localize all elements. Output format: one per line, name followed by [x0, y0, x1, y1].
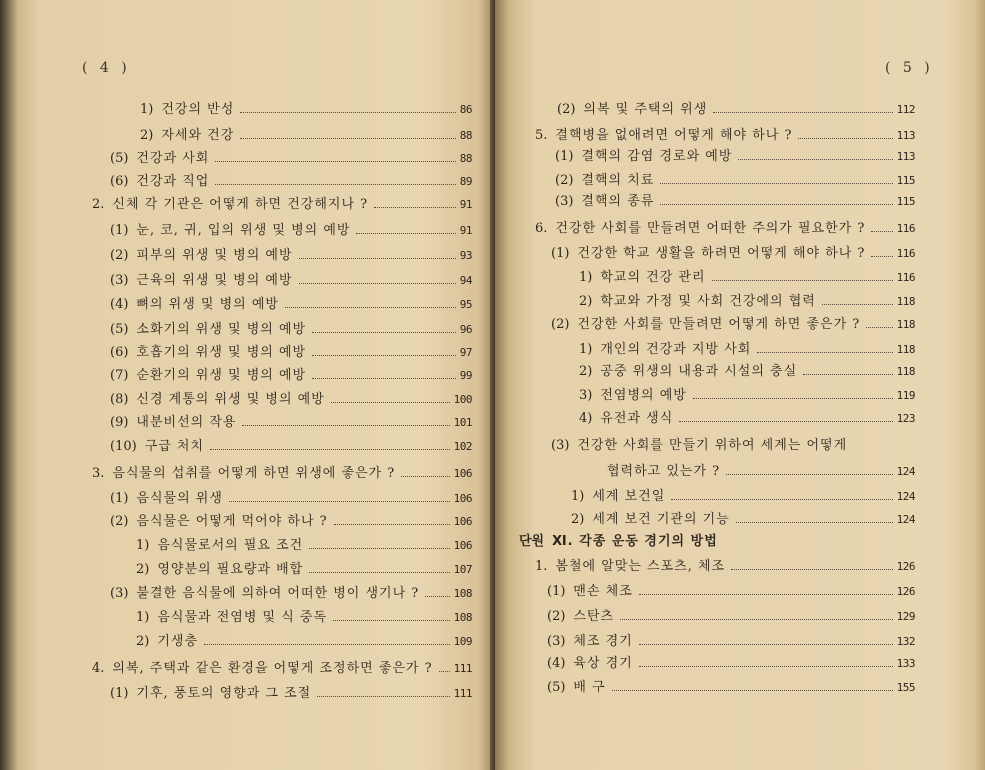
toc-entry-title: 육상 경기 [573, 656, 633, 671]
toc-entry-number: (10) [110, 439, 137, 454]
dot-leader [312, 332, 456, 333]
toc-entry-title: 의복, 주택과 같은 환경을 어떻게 조정하면 좋은가 ? [112, 661, 433, 676]
toc-entry-title: 건강한 학교 생활을 하려면 어떻게 해야 하나 ? [577, 246, 866, 261]
toc-entry-page: 88 [459, 129, 472, 142]
toc-entry-number: 4. [92, 661, 105, 676]
dot-leader [871, 256, 892, 257]
toc-entry-title: 결핵의 종류 [581, 194, 655, 209]
toc-entry-number: 1) [579, 342, 593, 357]
dot-leader [215, 161, 455, 162]
toc-entry-number: (2) [110, 514, 129, 529]
toc-entry-page: 109 [453, 635, 472, 648]
toc-entry-title: 내분비선의 작용 [136, 415, 237, 430]
dot-leader [757, 352, 892, 353]
toc-entry-number: (3) [547, 634, 566, 649]
dot-leader [374, 207, 456, 208]
toc-entry [555, 190, 915, 209]
dot-leader [312, 378, 456, 379]
toc-entry-page: 113 [896, 129, 915, 142]
toc-entry-number: (4) [547, 656, 566, 671]
toc-entry-title: 전염병의 예방 [600, 388, 687, 403]
toc-entry-page: 94 [459, 274, 472, 287]
toc-entry-page: 115 [896, 174, 915, 187]
toc-entry [551, 434, 915, 453]
toc-entry-title: 기생충 [157, 634, 199, 649]
toc-entry-page: 100 [453, 393, 472, 406]
toc-entry [579, 290, 915, 309]
toc-entry-page: 99 [459, 369, 472, 382]
toc-entry-title: 의복 및 주택의 위생 [583, 102, 708, 117]
toc-entry [136, 630, 472, 649]
toc-entry [555, 145, 915, 164]
toc-entry-page: 126 [896, 585, 915, 598]
toc-entry-title: 영양분의 필요량과 배합 [157, 562, 304, 577]
toc-entry-title: 개인의 건강과 지방 사회 [600, 342, 752, 357]
toc-entry-title: 건강과 사회 [136, 151, 210, 166]
toc-entry-title: 음식물의 위생 [136, 491, 223, 506]
dot-leader [240, 112, 455, 113]
dot-leader [331, 402, 450, 403]
toc-entry-page: 89 [459, 175, 472, 188]
left-page-number: ( 4 ) [82, 60, 131, 76]
toc-entry-title: 공중 위생의 내용과 시설의 충실 [600, 364, 798, 379]
toc-entry-title: 불결한 음식물에 의하여 어떠한 병이 생기나 ? [136, 586, 420, 601]
toc-entry [110, 341, 472, 360]
toc-entry-page: 124 [896, 490, 915, 503]
toc-entry-title: 결핵병을 없애려면 어떻게 해야 하나 ? [555, 128, 793, 143]
dot-leader [660, 183, 892, 184]
toc-entry-title: Ⅺ. 각종 운동 경기의 방법 [552, 534, 718, 549]
toc-entry-number: (1) [110, 223, 129, 238]
toc-entry-number: 5. [535, 128, 548, 143]
dot-leader [401, 476, 449, 477]
toc-entry-page: 108 [453, 587, 472, 600]
toc-entry-title: 호흡기의 위생 및 병의 예방 [136, 345, 307, 360]
toc-entry-number: (9) [110, 415, 129, 430]
toc-entry [571, 508, 915, 527]
dot-leader [639, 644, 893, 645]
dot-leader [803, 374, 892, 375]
toc-entry [140, 98, 472, 117]
toc-entry-number: 6. [535, 221, 548, 236]
toc-entry [519, 530, 915, 549]
toc-entry-number: 1) [136, 610, 150, 625]
toc-entry-number: (7) [110, 368, 129, 383]
toc-entry-page: 116 [896, 271, 915, 284]
toc-entry-page: 113 [896, 150, 915, 163]
toc-entry-title: 건강한 사회를 만들려면 어떠한 주의가 필요한가 ? [555, 221, 866, 236]
toc-entry-title: 기후, 풍토의 영향과 그 조절 [136, 686, 312, 701]
toc-entry [136, 558, 472, 577]
toc-entry-page: 124 [896, 513, 915, 526]
toc-entry-page: 132 [896, 635, 915, 648]
dot-leader [726, 474, 892, 475]
toc-entry-title: 체조 경기 [573, 634, 633, 649]
dot-leader [285, 307, 456, 308]
toc-entry [555, 169, 915, 188]
toc-entry-page: 118 [896, 295, 915, 308]
toc-entry-number: (2) [110, 248, 129, 263]
toc-entry-number: (1) [551, 246, 570, 261]
toc-entry-page: 88 [459, 152, 472, 165]
toc-entry-page: 106 [453, 539, 472, 552]
toc-entry-page: 116 [896, 222, 915, 235]
toc-entry-title: 순환기의 위생 및 병의 예방 [136, 368, 307, 383]
toc-entry-title: 건강한 사회를 만들려면 어떻게 하면 좋은가 ? [577, 317, 861, 332]
toc-entry [547, 676, 915, 695]
dot-leader [866, 327, 892, 328]
toc-entry-number: 1) [136, 538, 150, 553]
dot-leader [229, 501, 450, 502]
toc-entry-page: 91 [459, 224, 472, 237]
toc-entry-number: (4) [110, 297, 129, 312]
right-page-number: ( 5 ) [885, 60, 934, 76]
toc-entry-title: 소화기의 위생 및 병의 예방 [136, 322, 307, 337]
toc-entry [599, 460, 915, 479]
toc-entry-title: 유전과 생식 [600, 411, 674, 426]
toc-entry-title: 결핵의 감염 경로와 예방 [581, 149, 733, 164]
dot-leader [333, 620, 450, 621]
toc-entry-page: 116 [896, 247, 915, 260]
toc-entry-title: 세계 보건일 [592, 489, 666, 504]
toc-entry [547, 630, 915, 649]
dot-leader [731, 569, 893, 570]
toc-entry-number: (1) [110, 491, 129, 506]
dot-leader [309, 572, 449, 573]
toc-entry-number: 2) [579, 364, 593, 379]
dot-leader [822, 304, 893, 305]
toc-entry-number: 2) [579, 294, 593, 309]
toc-entry [579, 360, 915, 379]
toc-entry-page: 93 [459, 249, 472, 262]
toc-entry [535, 124, 915, 143]
dot-leader [299, 283, 456, 284]
toc-entry-number: 1) [140, 102, 154, 117]
toc-entry-page: 106 [453, 492, 472, 505]
toc-entry-title: 눈, 코, 귀, 입의 위생 및 병의 예방 [136, 223, 351, 238]
toc-entry [92, 462, 472, 481]
toc-entry-page: 111 [453, 662, 472, 675]
toc-entry-page: 91 [459, 198, 472, 211]
toc-entry-page: 155 [896, 681, 915, 694]
toc-entry-number: (1) [555, 149, 574, 164]
toc-entry [579, 266, 915, 285]
toc-entry-number: (5) [110, 322, 129, 337]
toc-entry [92, 193, 472, 212]
toc-entry [551, 313, 915, 332]
toc-entry [110, 170, 472, 189]
toc-entry-number: (1) [110, 686, 129, 701]
toc-entry [547, 605, 915, 624]
toc-entry-page: 118 [896, 343, 915, 356]
toc-entry-number: (2) [551, 317, 570, 332]
toc-entry [535, 555, 915, 574]
toc-entry-title: 봄철에 알맞는 스포츠, 체조 [555, 559, 726, 574]
toc-entry [110, 364, 472, 383]
toc-entry-page: 101 [453, 416, 472, 429]
toc-entry-title: 학교와 가정 및 사회 건강에의 협력 [600, 294, 816, 309]
toc-entry-page: 118 [896, 365, 915, 378]
toc-entry-title: 음식물의 섭취를 어떻게 하면 위생에 좋은가 ? [112, 466, 396, 481]
dot-leader [425, 596, 449, 597]
toc-entry [110, 219, 472, 238]
toc-entry-page: 119 [896, 389, 915, 402]
toc-entry-title: 협력하고 있는가 ? [607, 464, 721, 479]
toc-entry-title: 신체 각 기관은 어떻게 하면 건강해지나 ? [112, 197, 369, 212]
toc-entry-number: 2. [92, 197, 105, 212]
toc-entry-title: 피부의 위생 및 병의 예방 [136, 248, 293, 263]
toc-entry-number: (2) [557, 102, 576, 117]
toc-entry-page: 108 [453, 611, 472, 624]
dot-leader [639, 594, 893, 595]
toc-entry-page: 86 [459, 103, 472, 116]
dot-leader [620, 619, 893, 620]
toc-entry-number: (8) [110, 392, 129, 407]
dot-leader [317, 696, 449, 697]
toc-entry [110, 269, 472, 288]
right-page [495, 0, 985, 770]
toc-entry-title: 스탄츠 [573, 609, 615, 624]
toc-entry-number: (2) [547, 609, 566, 624]
dot-leader [671, 499, 892, 500]
toc-entry [579, 338, 915, 357]
toc-entry-page: 106 [453, 467, 472, 480]
dot-leader [738, 159, 892, 160]
toc-entry-number: 1) [571, 489, 585, 504]
toc-entry [110, 388, 472, 407]
dot-leader [299, 258, 456, 259]
toc-entry [547, 580, 915, 599]
toc-entry-title: 음식물과 전염병 및 식 중독 [157, 610, 328, 625]
dot-leader [713, 112, 892, 113]
toc-entry [110, 487, 472, 506]
toc-entry-page: 97 [459, 346, 472, 359]
toc-entry [110, 147, 472, 166]
toc-entry [140, 124, 472, 143]
toc-entry-title: 신경 계통의 위생 및 병의 예방 [136, 392, 325, 407]
toc-entry-number: (5) [547, 680, 566, 695]
toc-entry-number: (3) [555, 194, 574, 209]
toc-entry-number: 2) [140, 128, 154, 143]
dot-leader [612, 690, 893, 691]
toc-entry [551, 242, 915, 261]
toc-entry [110, 435, 472, 454]
toc-entry [571, 485, 915, 504]
toc-entry-page: 129 [896, 610, 915, 623]
toc-entry-number: 4) [579, 411, 593, 426]
dot-leader [439, 671, 450, 672]
toc-entry-page: 133 [896, 657, 915, 670]
dot-leader [210, 449, 450, 450]
dot-leader [871, 231, 892, 232]
toc-entry-title: 자세와 건강 [161, 128, 235, 143]
toc-entry-title: 학교의 건강 관리 [600, 270, 706, 285]
dot-leader [242, 425, 449, 426]
toc-entry-title: 뼈의 위생 및 병의 예방 [136, 297, 279, 312]
dot-leader [693, 398, 893, 399]
toc-entry-number: (2) [555, 173, 574, 188]
toc-entry-number: (5) [110, 151, 129, 166]
dot-leader [798, 138, 892, 139]
toc-entry-page: 107 [453, 563, 472, 576]
toc-entry [110, 682, 472, 701]
toc-entry-page: 124 [896, 465, 915, 478]
toc-entry-page: 112 [896, 103, 915, 116]
toc-entry-page: 102 [453, 440, 472, 453]
toc-entry-number: 1. [535, 559, 548, 574]
dot-leader [712, 280, 893, 281]
dot-leader [679, 421, 892, 422]
dot-leader [334, 524, 450, 525]
toc-entry-number: (6) [110, 345, 129, 360]
toc-entry-number: (3) [551, 438, 570, 453]
toc-entry-page: 106 [453, 515, 472, 528]
toc-entry-page: 115 [896, 195, 915, 208]
toc-entry-number: 3) [579, 388, 593, 403]
toc-entry-title: 음식물은 어떻게 먹어야 하나 ? [136, 514, 328, 529]
dot-leader [240, 138, 455, 139]
toc-entry [110, 318, 472, 337]
toc-entry-number: 1) [579, 270, 593, 285]
toc-entry-number: 2) [571, 512, 585, 527]
toc-entry [92, 657, 472, 676]
dot-leader [312, 355, 456, 356]
toc-entry [579, 407, 915, 426]
toc-entry-page: 96 [459, 323, 472, 336]
dot-leader [660, 204, 892, 205]
toc-entry-title: 배 구 [573, 680, 606, 695]
toc-entry-number: (3) [110, 273, 129, 288]
toc-entry [535, 217, 915, 236]
dot-leader [215, 184, 455, 185]
toc-entry-title: 건강한 사회를 만들기 위하여 세계는 어떻게 [577, 438, 848, 453]
toc-entry-number: 2) [136, 634, 150, 649]
toc-entry-number: (3) [110, 586, 129, 601]
toc-entry-title: 음식물로서의 필요 조건 [157, 538, 304, 553]
toc-entry-title: 건강의 반성 [161, 102, 235, 117]
toc-entry [110, 293, 472, 312]
toc-entry-page: 123 [896, 412, 915, 425]
dot-leader [639, 666, 893, 667]
toc-entry [110, 411, 472, 430]
dot-leader [356, 233, 455, 234]
dot-leader [309, 548, 449, 549]
toc-entry-page: 111 [453, 687, 472, 700]
toc-entry [136, 606, 472, 625]
dot-leader [736, 522, 893, 523]
toc-entry-title: 맨손 체조 [573, 584, 633, 599]
toc-entry-number: (1) [547, 584, 566, 599]
toc-entry-page: 118 [896, 318, 915, 331]
dot-leader [204, 644, 450, 645]
toc-entry [110, 582, 472, 601]
toc-entry [110, 244, 472, 263]
toc-entry-number: 단원 [519, 534, 545, 549]
toc-entry-title: 세계 보건 기관의 기능 [592, 512, 730, 527]
toc-entry-number: 2) [136, 562, 150, 577]
toc-entry-title: 근육의 위생 및 병의 예방 [136, 273, 293, 288]
toc-entry-number: 3. [92, 466, 105, 481]
toc-entry-page: 126 [896, 560, 915, 573]
toc-entry [547, 652, 915, 671]
toc-entry [579, 384, 915, 403]
toc-entry [557, 98, 915, 117]
toc-entry-number: (6) [110, 174, 129, 189]
toc-entry-page: 95 [459, 298, 472, 311]
toc-entry-title: 구급 처치 [144, 439, 205, 454]
toc-entry [110, 510, 472, 529]
toc-entry-title: 결핵의 치료 [581, 173, 655, 188]
toc-entry [136, 534, 472, 553]
toc-entry-title: 건강과 직업 [136, 174, 210, 189]
